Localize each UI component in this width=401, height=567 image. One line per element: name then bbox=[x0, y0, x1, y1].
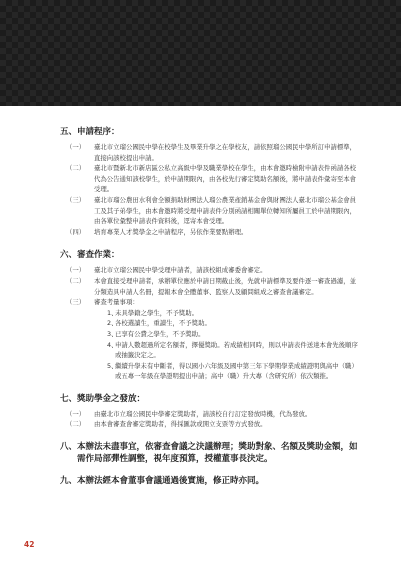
sub-item-text: 已享有公費之學生，不予獎助。 bbox=[115, 329, 205, 338]
sub-item-marker: 2、 bbox=[107, 319, 118, 328]
item-text: 臺北市瑠公農田水利會全額捐助財團法人瑠公農業產銷基金會與財團法人臺北市瑠公基金會員工及其子弟學生，由本會邀時將受理申請表件分別函請相關單位轉知所屬員工於申請期限內，由各單位彙整申請表件資料後，逕寄本會受理。 bbox=[94, 195, 357, 226]
list-item bbox=[60, 142, 360, 163]
document-body bbox=[60, 126, 360, 488]
sub-list-item bbox=[60, 318, 360, 329]
sub-item-marker: 1、 bbox=[107, 308, 118, 317]
list-item bbox=[60, 163, 360, 195]
sub-list-item bbox=[60, 308, 360, 319]
item-text: 由本會審查會審定獎助者，得採匯款或開立支票等方式發放。 bbox=[94, 420, 267, 429]
list-item bbox=[60, 195, 360, 227]
item-text: 臺北市暨新北市新店區公私立高級中學及職業學校在學生，由本會邀時檢附申請表件函請各校代為公告通知該校學生，於申請期限內，由各校先行審定獎助名額後，將申請表件彙寄至本會受理。 bbox=[94, 164, 357, 194]
item-marker: （二） bbox=[66, 420, 86, 429]
sub-item-marker: 3、 bbox=[107, 329, 118, 338]
item-text: 臺北市立瑠公國民中學在校學生及畢業升學之在學校友，請依照瑠公國民中學所訂申請標準，直接向該校提出申請。 bbox=[94, 143, 357, 162]
item-text: 本會直接受理申請者，承辦單位應於申請日期截止後，先就申請標準及要件逐一審查過濾，並分類造具申請人名冊，提報本會全體董事、監察人及顧問組成之審查會議審定。 bbox=[94, 276, 357, 296]
sub-item-marker: 5、 bbox=[107, 361, 118, 370]
section-heading: 六、審查作業： bbox=[60, 250, 120, 261]
item-marker: （二） bbox=[66, 164, 86, 173]
item-text: 由臺北市立瑠公國民中學審定獎助者，請該校自行訂定發放時機，代為發放。 bbox=[94, 409, 312, 418]
section-application-procedure bbox=[60, 126, 360, 237]
item-text: 培育專業人才獎學金之申請程序，另依作業要點辦理。 bbox=[94, 227, 248, 236]
item-text: 臺北市立瑠公國民中學受理申請者，請該校組成審委會審定。 bbox=[94, 266, 267, 275]
section-review-process bbox=[60, 249, 360, 382]
sub-item-text: 各校選讀生，重讀生，不予獎助。 bbox=[115, 319, 211, 328]
header-pattern-band bbox=[0, 0, 401, 106]
list-item bbox=[60, 409, 360, 420]
sub-list-item bbox=[60, 361, 360, 382]
list-item bbox=[60, 419, 360, 430]
item-marker: （二） bbox=[66, 276, 86, 285]
item-marker: （一） bbox=[66, 409, 86, 418]
sub-list-item bbox=[60, 329, 360, 340]
section-disbursement bbox=[60, 393, 360, 430]
section-enactment bbox=[60, 475, 360, 488]
sub-item-text: 繼續升學未有中斷者，得以國小六年級及國中第三年下學期學業成績證明與高中（職）或五專一年級在學證明提出申請；高中（職）升大專（含研究所）依次類推。 bbox=[115, 361, 358, 381]
section-heading: 五、申請程序： bbox=[60, 127, 120, 137]
list-item bbox=[60, 227, 360, 238]
list-item bbox=[60, 297, 360, 308]
item-text: 審查考量事項： bbox=[94, 298, 139, 307]
page-number: 42 bbox=[24, 540, 35, 549]
list-item bbox=[60, 265, 360, 276]
item-marker: （一） bbox=[66, 143, 86, 151]
section-heading: 八、本辦法未盡事宜，依審查會議之決議辦理；獎助對象、名額及獎助金額，如需作局部彈性調整，視年度預算，授權董事長決定。 bbox=[60, 442, 358, 465]
item-marker: （一） bbox=[66, 266, 86, 275]
sub-item-text: 未具學籍之學生，不予獎助。 bbox=[115, 308, 199, 317]
sub-list-item bbox=[60, 340, 360, 361]
item-marker: （四） bbox=[66, 227, 86, 236]
item-marker: （三） bbox=[66, 195, 86, 204]
item-marker: （三） bbox=[66, 298, 86, 307]
sub-item-text: 申請人數超過所定名額者，擇優獎助。若成績相同時，則以申請表件送達本會先後順序或抽籤決定之。 bbox=[115, 340, 358, 360]
section-heading: 七、獎助學金之發放： bbox=[60, 393, 146, 404]
section-heading: 九、本辦法經本會董事會議通過後實施，修正時亦同。 bbox=[60, 476, 265, 487]
list-item bbox=[60, 276, 360, 297]
sub-item-marker: 4、 bbox=[107, 340, 118, 349]
section-unresolved-matters bbox=[60, 441, 360, 465]
